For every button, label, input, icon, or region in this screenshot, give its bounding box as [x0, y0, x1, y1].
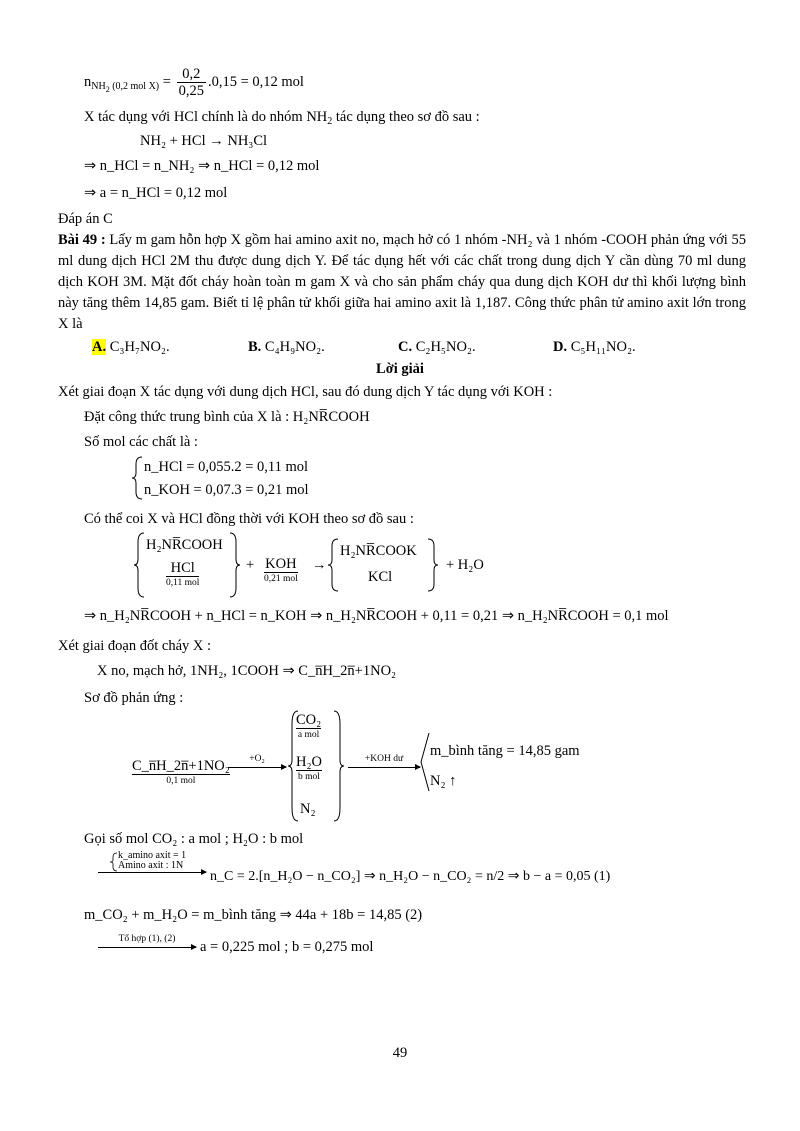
scheme-2	[130, 708, 690, 826]
solution-step-12: Gọi số mol CO₂ : a mol ; H₂O : b mol	[84, 831, 304, 847]
final-result: a = 0,225 mol ; b = 0,275 mol	[200, 939, 374, 955]
option-b-label: B.	[248, 339, 262, 355]
right-brace-icon	[228, 532, 240, 598]
left-brace-icon	[110, 852, 118, 872]
right-brace-icon	[426, 538, 438, 592]
question-text: Lấy m gam hỗn hợp X gồm hai amino axit no, mạch hở có 1 nhóm -NH₂ và 1 nhóm -COOH phản ứng với 55 ml dung dịch HCl 2M thu được dung dịch Y. Để tác dụng hết với các chất trong dung dịch Y cần dùng 70 ml dung dịch KOH 3M. Mặt đốt cháy hoàn toàn m gam X và cho sản phẩm cháy qua dung dịch KOH dư thì khối lượng bình này tăng thêm 14,85 gam. Biết tỉ lệ phân tử khối giữa hai amino axit là 1,187. Công thức phân tử amino axit lớn trong X là	[58, 232, 746, 332]
left-brace-icon	[328, 538, 340, 592]
scheme-1	[130, 532, 550, 602]
arrow-shaft	[98, 872, 206, 873]
scheme1-hcl	[166, 560, 199, 589]
condition-n: Amino axit : 1N	[118, 860, 184, 871]
option-a[interactable]	[92, 338, 170, 356]
solution-step-9: X no, mạch hở, 1NH₂, 1COOH ⇒ C_n̅H_2n̅+1NO₂	[97, 663, 397, 679]
line-x-reacts-tail: tác dụng theo sơ đồ sau :	[332, 109, 480, 125]
option-c[interactable]	[398, 338, 476, 356]
scheme2-reactant	[132, 758, 230, 787]
reaction-nh2-hcl: NH₂ + HCl → NH₃Cl	[140, 133, 268, 149]
fraction-numerator: 0,2	[177, 66, 206, 83]
right-brace-icon	[332, 710, 344, 822]
scheme1-product1: H₂NR̅COOK	[340, 543, 417, 559]
average-formula: H₂NR̅COOH	[292, 409, 370, 425]
scheme2-co2-formula: CO₂	[296, 712, 322, 728]
line-nnh2-rhs: .0,15 = 0,12 mol	[207, 73, 304, 90]
angle-bracket-icon	[420, 732, 430, 792]
line-x-reacts: X tác dụng với HCl chính là do nhóm $NH_2$ tác dụng theo sơ đồ sau :	[84, 109, 480, 127]
option-a-label: A.	[92, 339, 107, 355]
arrow-combine	[98, 934, 196, 948]
solution-step-15	[98, 932, 598, 962]
question-49	[58, 230, 746, 335]
previous-answer: Đáp án C	[58, 211, 113, 227]
arrow-koh	[348, 754, 420, 768]
scheme2-reactant-mol: 0,1 mol	[166, 776, 196, 786]
option-b-text: C₄H₉NO₂.	[264, 339, 325, 355]
left-brace-icon	[132, 456, 144, 500]
arrow-icon	[98, 870, 206, 873]
line-nhcl: ⇒ n_HCl = n_NH₂ ⇒ n_HCl = 0,12 mol	[84, 158, 320, 174]
scheme2-h2o-mol: b mol	[298, 772, 320, 782]
scheme2-co2-mol: a mol	[297, 730, 320, 740]
solution-step-3: Số mol các chất là :	[84, 434, 198, 450]
scheme1-koh-formula: KOH	[265, 556, 297, 572]
scheme1-plus: +	[246, 557, 255, 573]
arrow-combine-label: Tổ hợp (1), (2)	[118, 934, 176, 944]
condition-k: k_amino axit = 1	[118, 850, 187, 861]
solution-step-1: Xét giai đoạn X tác dụng với dung dịch HCl, sau đó dung dịch Y tác dụng với KOH :	[58, 384, 553, 400]
solution-step-14: m_CO₂ + m_H₂O = m_bình tăng ⇒ 44a + 18b = 14,85 (2)	[84, 907, 423, 923]
page-number: 49	[392, 1045, 408, 1061]
option-c-label: C.	[398, 339, 413, 355]
line-x-reacts-text: X tác dụng với HCl chính là do nhóm NH	[84, 109, 328, 125]
solution-title: Lời giải	[376, 361, 424, 377]
left-brace-icon	[134, 532, 146, 598]
scheme2-n2-gas: N₂ ↑	[430, 773, 457, 789]
arrow-o2-label: +O₂	[249, 754, 265, 764]
option-a-text: C₃H₇NO₂.	[109, 339, 170, 355]
scheme2-n2: N₂	[300, 801, 316, 817]
arrow-icon: →	[312, 557, 327, 573]
scheme2-mass-increase: m_bình tăng = 14,85 gam	[430, 743, 580, 759]
arrow-icon	[98, 947, 196, 948]
step-13-equation: n_C = 2.[n_H₂O − n_CO₂] ⇒ n_H₂O − n_CO₂ = n/2 ⇒ b − a = 0,05 (1)	[210, 869, 611, 884]
scheme2-h2o	[296, 754, 322, 783]
scheme1-product2: KCl	[368, 569, 393, 585]
arrow-icon	[228, 767, 286, 768]
fraction	[177, 66, 206, 99]
mol-koh: n_KOH = 0,07.3 = 0,21 mol	[144, 482, 309, 498]
fraction-denominator: 0,25	[178, 83, 204, 99]
line-nnh2: $n_{NH_2 (0,2 mol X)}$ = $\frac{0,2}{0,25}$ .0,15 = 0,12 mol	[84, 66, 304, 99]
solution-step-10: Sơ đồ phản ứng :	[84, 690, 184, 706]
question-label: Bài 49 :	[58, 232, 106, 248]
scheme1-reactant1: H₂NR̅COOH	[146, 537, 223, 553]
arrow-icon	[348, 767, 420, 768]
solution-step-13	[98, 850, 758, 890]
scheme2-co2	[296, 712, 321, 741]
scheme2-h2o-formula: H₂O	[296, 754, 322, 770]
scheme1-koh-mol: 0,21 mol	[264, 574, 298, 584]
option-d[interactable]	[553, 338, 636, 356]
line-a-value: ⇒ a = n_HCl = 0,12 mol	[84, 185, 228, 201]
solution-step-2	[84, 408, 370, 426]
scheme2-reactant-formula: C_n̅H_2n̅+1NO₂	[132, 758, 230, 774]
solution-step-5: Có thể coi X và HCl đồng thời với KOH theo sơ đồ sau :	[84, 511, 414, 527]
scheme1-hcl-formula: HCl	[166, 560, 199, 577]
scheme1-koh	[264, 556, 298, 585]
arrow-o2	[228, 754, 286, 768]
option-b[interactable]	[248, 338, 325, 356]
solution-step-2-text: Đặt công thức trung bình của X là :	[84, 409, 290, 425]
scheme1-water: + H₂O	[446, 557, 484, 573]
scheme1-hcl-mol: 0,11 mol	[166, 578, 200, 588]
arrow-koh-label: +KOH dư	[364, 754, 404, 764]
solution-step-7: ⇒ n_H₂NR̅COOH + n_HCl = n_KOH ⇒ n_H₂NR̅COOH + 0,11 = 0,21 ⇒ n_H₂NR̅COOH = 0,1 mol	[84, 608, 669, 624]
option-c-text: C₂H₅NO₂.	[415, 339, 476, 355]
solution-step-8: Xét giai đoạn đốt cháy X :	[58, 638, 212, 654]
mol-hcl: n_HCl = 0,055.2 = 0,11 mol	[144, 459, 309, 475]
option-d-text: C₅H₁₁NO₂.	[570, 339, 636, 355]
option-d-label: D.	[553, 339, 568, 355]
